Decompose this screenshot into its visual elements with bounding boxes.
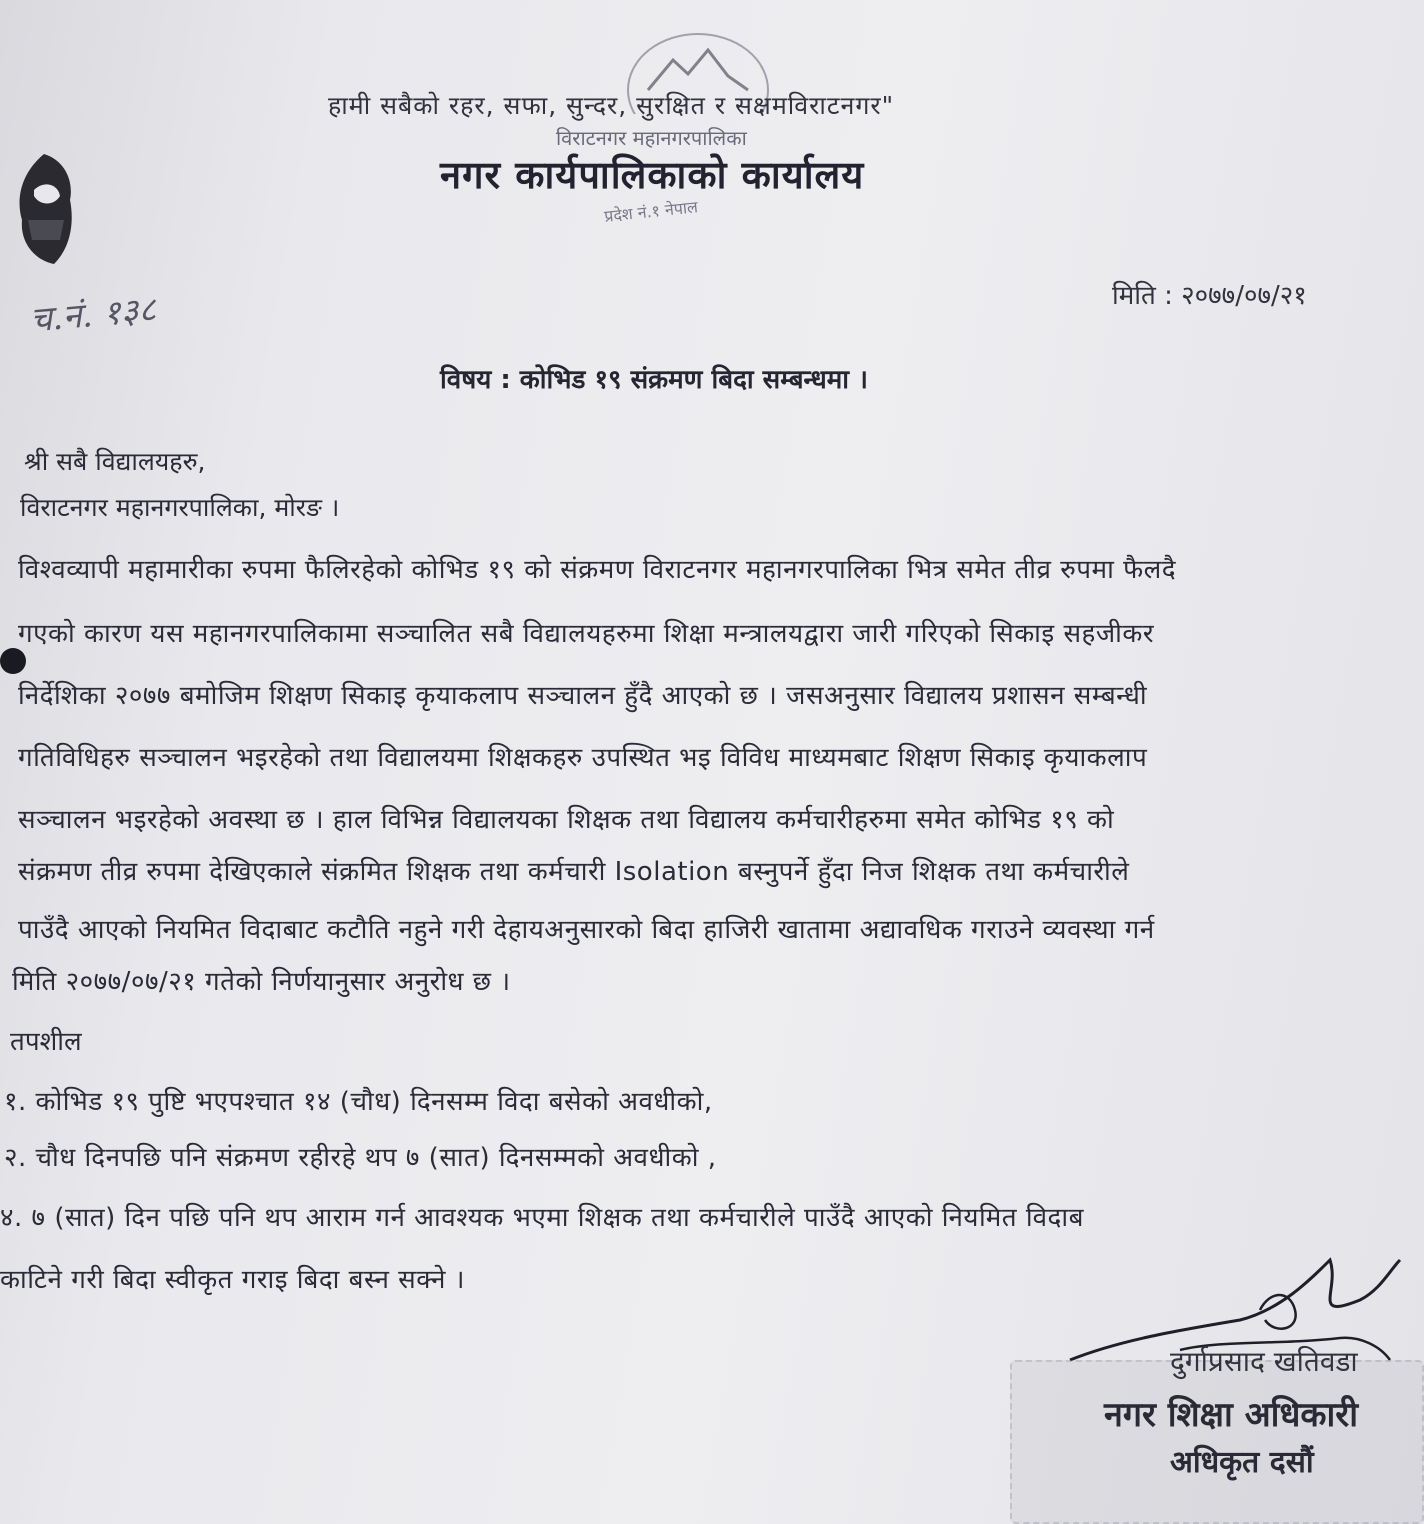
signatory-title: नगर शिक्षा अधिकारी bbox=[1104, 1395, 1359, 1435]
subject-line: विषय : कोभिड १९ संक्रमण बिदा सम्बन्धमा । bbox=[440, 365, 868, 395]
punch-hole bbox=[0, 648, 26, 674]
signatory-name: दुर्गाप्रसाद खतिवडा bbox=[1170, 1345, 1358, 1378]
list-item: १. कोभिड १९ पुष्टि भएपश्चात १४ (चौध) दिनसम्म विदा बसेको अवधीको, bbox=[4, 1087, 713, 1117]
body-line: गतिविधिहरु सञ्चालन भइरहेको तथा विद्यालयमा शिक्षकहरु उपस्थित भइ विविध माध्यमबाट शिक्षण सिकाइ कृयाकलाप bbox=[18, 743, 1148, 773]
list-item: २. चौध दिनपछि पनि संक्रमण रहीरहे थप ७ (सात) दिनसम्मको अवधीको , bbox=[4, 1143, 717, 1173]
body-line: विश्वव्यापी महामारीका रुपमा फैलिरहेको कोभिड १९ को संक्रमण विराटनगर महानगरपालिका भित्र समेत तीव्र रुपमा फैलदै bbox=[18, 555, 1177, 585]
body-line: संक्रमण तीव्र रुपमा देखिएकाले संक्रमित शिक्षक तथा कर्मचारी Isolation बस्नुपर्ने हुँदा निज शिक्षक तथा कर्मचारीले bbox=[18, 857, 1130, 887]
body-line: मिति २०७७/०७/२१ गतेको निर्णयानुसार अनुरोध छ । bbox=[12, 967, 511, 997]
body-line: पाउँदै आएको नियमित विदाबाट कटौति नहुने गरी देहायअनुसारको बिदा हाजिरी खातामा अद्यावधिक गराउने व्यवस्था गर्न bbox=[18, 915, 1155, 945]
office-title: नगर कार्यपालिकाको कार्यालय bbox=[440, 153, 865, 197]
signatory-rank: अधिकृत दसौं bbox=[1170, 1445, 1314, 1480]
list-item: ४. ७ (सात) दिन पछि पनि थप आराम गर्न आवश्यक भएमा शिक्षक तथा कर्मचारीले पाउँदै आएको नियमित विदाब bbox=[0, 1203, 1084, 1233]
stamp-text: विराटनगर महानगरपालिका bbox=[556, 126, 747, 150]
body-line: सञ्चालन भइरहेको अवस्था छ । हाल विभिन्न विद्यालयका शिक्षक तथा विद्यालय कर्मचारीहरुमा समेत कोभिड १९ को bbox=[18, 805, 1115, 835]
body-line: निर्देशिका २०७७ बमोजिम शिक्षण सिकाइ कृयाकलाप सञ्चालन हुँदै आएको छ । जसअनुसार विद्यालय प्रशासन सम्बन्धी bbox=[18, 681, 1148, 711]
list-item: काटिने गरी बिदा स्वीकृत गराइ बिदा बस्न सक्ने । bbox=[0, 1265, 466, 1295]
tapshil-heading: तपशील bbox=[10, 1027, 82, 1057]
slogan: हामी सबैको रहर, सफा, सुन्दर, सुरक्षित र सक्षमविराटनगर" bbox=[328, 91, 895, 120]
stamp-bottom-text: प्रदेश नं.१ नेपाल bbox=[603, 197, 699, 226]
recipient-line-1: श्री सबै विद्यालयहरु, bbox=[24, 447, 206, 476]
government-emblem-icon bbox=[14, 150, 76, 268]
letter-date: मिति : २०७७/०७/२१ bbox=[1112, 281, 1307, 311]
body-line: गएको कारण यस महानगरपालिकामा सञ्चालित सबै विद्यालयहरुमा शिक्षा मन्त्रालयद्वारा जारी गरिएको सिकाइ सहजीकर bbox=[18, 619, 1154, 649]
recipient-line-2: विराटनगर महानगरपालिका, मोरङ । bbox=[20, 493, 340, 522]
reference-number: च.नं. १३८ bbox=[28, 289, 158, 341]
